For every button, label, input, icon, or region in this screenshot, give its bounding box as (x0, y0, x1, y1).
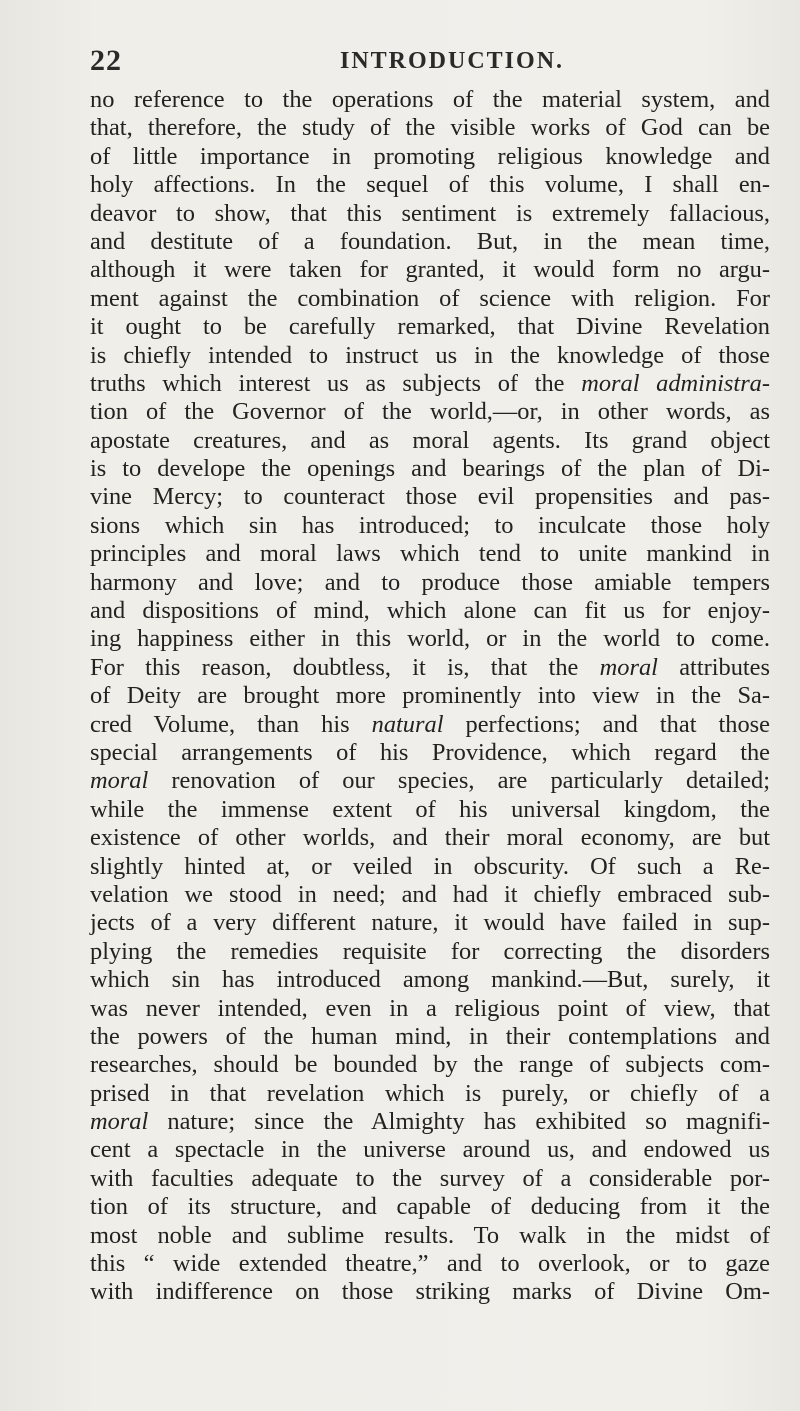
body-text (90, 86, 770, 1307)
text-line: For this reason, doubtless, it is, that the moral attributes (90, 653, 770, 681)
text-line: ing happiness either in this world, or in the world to come. (90, 625, 770, 653)
text-line: moral renovation of our species, are particularly detailed; (90, 767, 770, 795)
italic-word: moral administra- (581, 369, 771, 397)
text-line: although it were taken for granted, it would form no argu- (90, 256, 770, 284)
italic-word: moral (90, 767, 149, 795)
text-line: vine Mercy; to counteract those evil propensities and pas- (90, 483, 770, 511)
text-line: it ought to be carefully remarked, that Divine Revelation (90, 313, 770, 341)
text-line: apostate creatures, and as moral agents. Its grand object (90, 426, 770, 454)
text-line: prised in that revelation which is purely, or chiefly of a (90, 1079, 770, 1107)
text-line: holy affections. In the sequel of this volume, I shall en- (90, 171, 770, 199)
text-line: ment against the combination of science with religion. For (90, 284, 770, 312)
text-line: which sin has introduced among mankind.—But, surely, it (90, 966, 770, 994)
text-line: tion of the Governor of the world,—or, in other words, as (90, 398, 770, 426)
text-line: tion of its structure, and capable of deducing from it the (90, 1193, 770, 1221)
text-line: that, therefore, the study of the visible works of God can be (90, 114, 770, 142)
text-line: and destitute of a foundation. But, in the mean time, (90, 227, 770, 255)
running-head-title: INTRODUCTION. (340, 48, 565, 74)
text-line: of Deity are brought more prominently into view in the Sa- (90, 682, 770, 710)
text-line: cred Volume, than his natural perfections; and that those (90, 710, 770, 738)
italic-word: natural (371, 710, 444, 738)
running-head (90, 44, 770, 84)
text-line: with indifference on those striking marks of Divine Om- (90, 1278, 770, 1306)
text-line: is chiefly intended to instruct us in the knowledge of those (90, 341, 770, 369)
text-line: slightly hinted at, or veiled in obscurity. Of such a Re- (90, 852, 770, 880)
text-line: velation we stood in need; and had it chiefly embraced sub- (90, 880, 770, 908)
text-line: harmony and love; and to produce those amiable tempers (90, 568, 770, 596)
text-line: existence of other worlds, and their moral economy, are but (90, 824, 770, 852)
text-line: no reference to the operations of the material system, and (90, 86, 770, 113)
text-line: sions which sin has introduced; to inculcate those holy (90, 511, 770, 539)
text-line: truths which interest us as subjects of the moral administra- (90, 369, 771, 397)
text-line: while the immense extent of his universal kingdom, the (90, 795, 770, 823)
italic-word: moral (599, 653, 658, 681)
text-line: principles and moral laws which tend to unite mankind in (90, 540, 770, 568)
italic-word: moral (90, 1108, 149, 1136)
text-line: researches, should be bounded by the range of subjects com- (90, 1051, 770, 1079)
text-line: is to develope the openings and bearings of the plan of Di- (90, 455, 770, 483)
text-line: deavor to show, that this sentiment is extremely fallacious, (90, 199, 770, 227)
page-number: 22 (90, 44, 122, 77)
text-line: this “ wide extended theatre,” and to overlook, or to gaze (90, 1250, 770, 1278)
text-line: the powers of the human mind, in their contemplations and (90, 1022, 770, 1050)
text-line: moral nature; since the Almighty has exhibited so magnifi- (90, 1108, 770, 1136)
text-line: with faculties adequate to the survey of a considerable por- (90, 1164, 770, 1192)
text-line: jects of a very different nature, it would have failed in sup- (90, 909, 770, 937)
text-line: cent a spectacle in the universe around us, and endowed us (90, 1136, 770, 1164)
text-line: most noble and sublime results. To walk in the midst of (90, 1221, 770, 1249)
text-line: plying the remedies requisite for correcting the disorders (90, 937, 770, 965)
text-line: of little importance in promoting religious knowledge and (90, 142, 770, 170)
text-line: special arrangements of his Providence, which regard the (90, 738, 770, 766)
text-line: and dispositions of mind, which alone can fit us for enjoy- (90, 597, 770, 625)
text-line: was never intended, even in a religious point of view, that (90, 994, 770, 1022)
